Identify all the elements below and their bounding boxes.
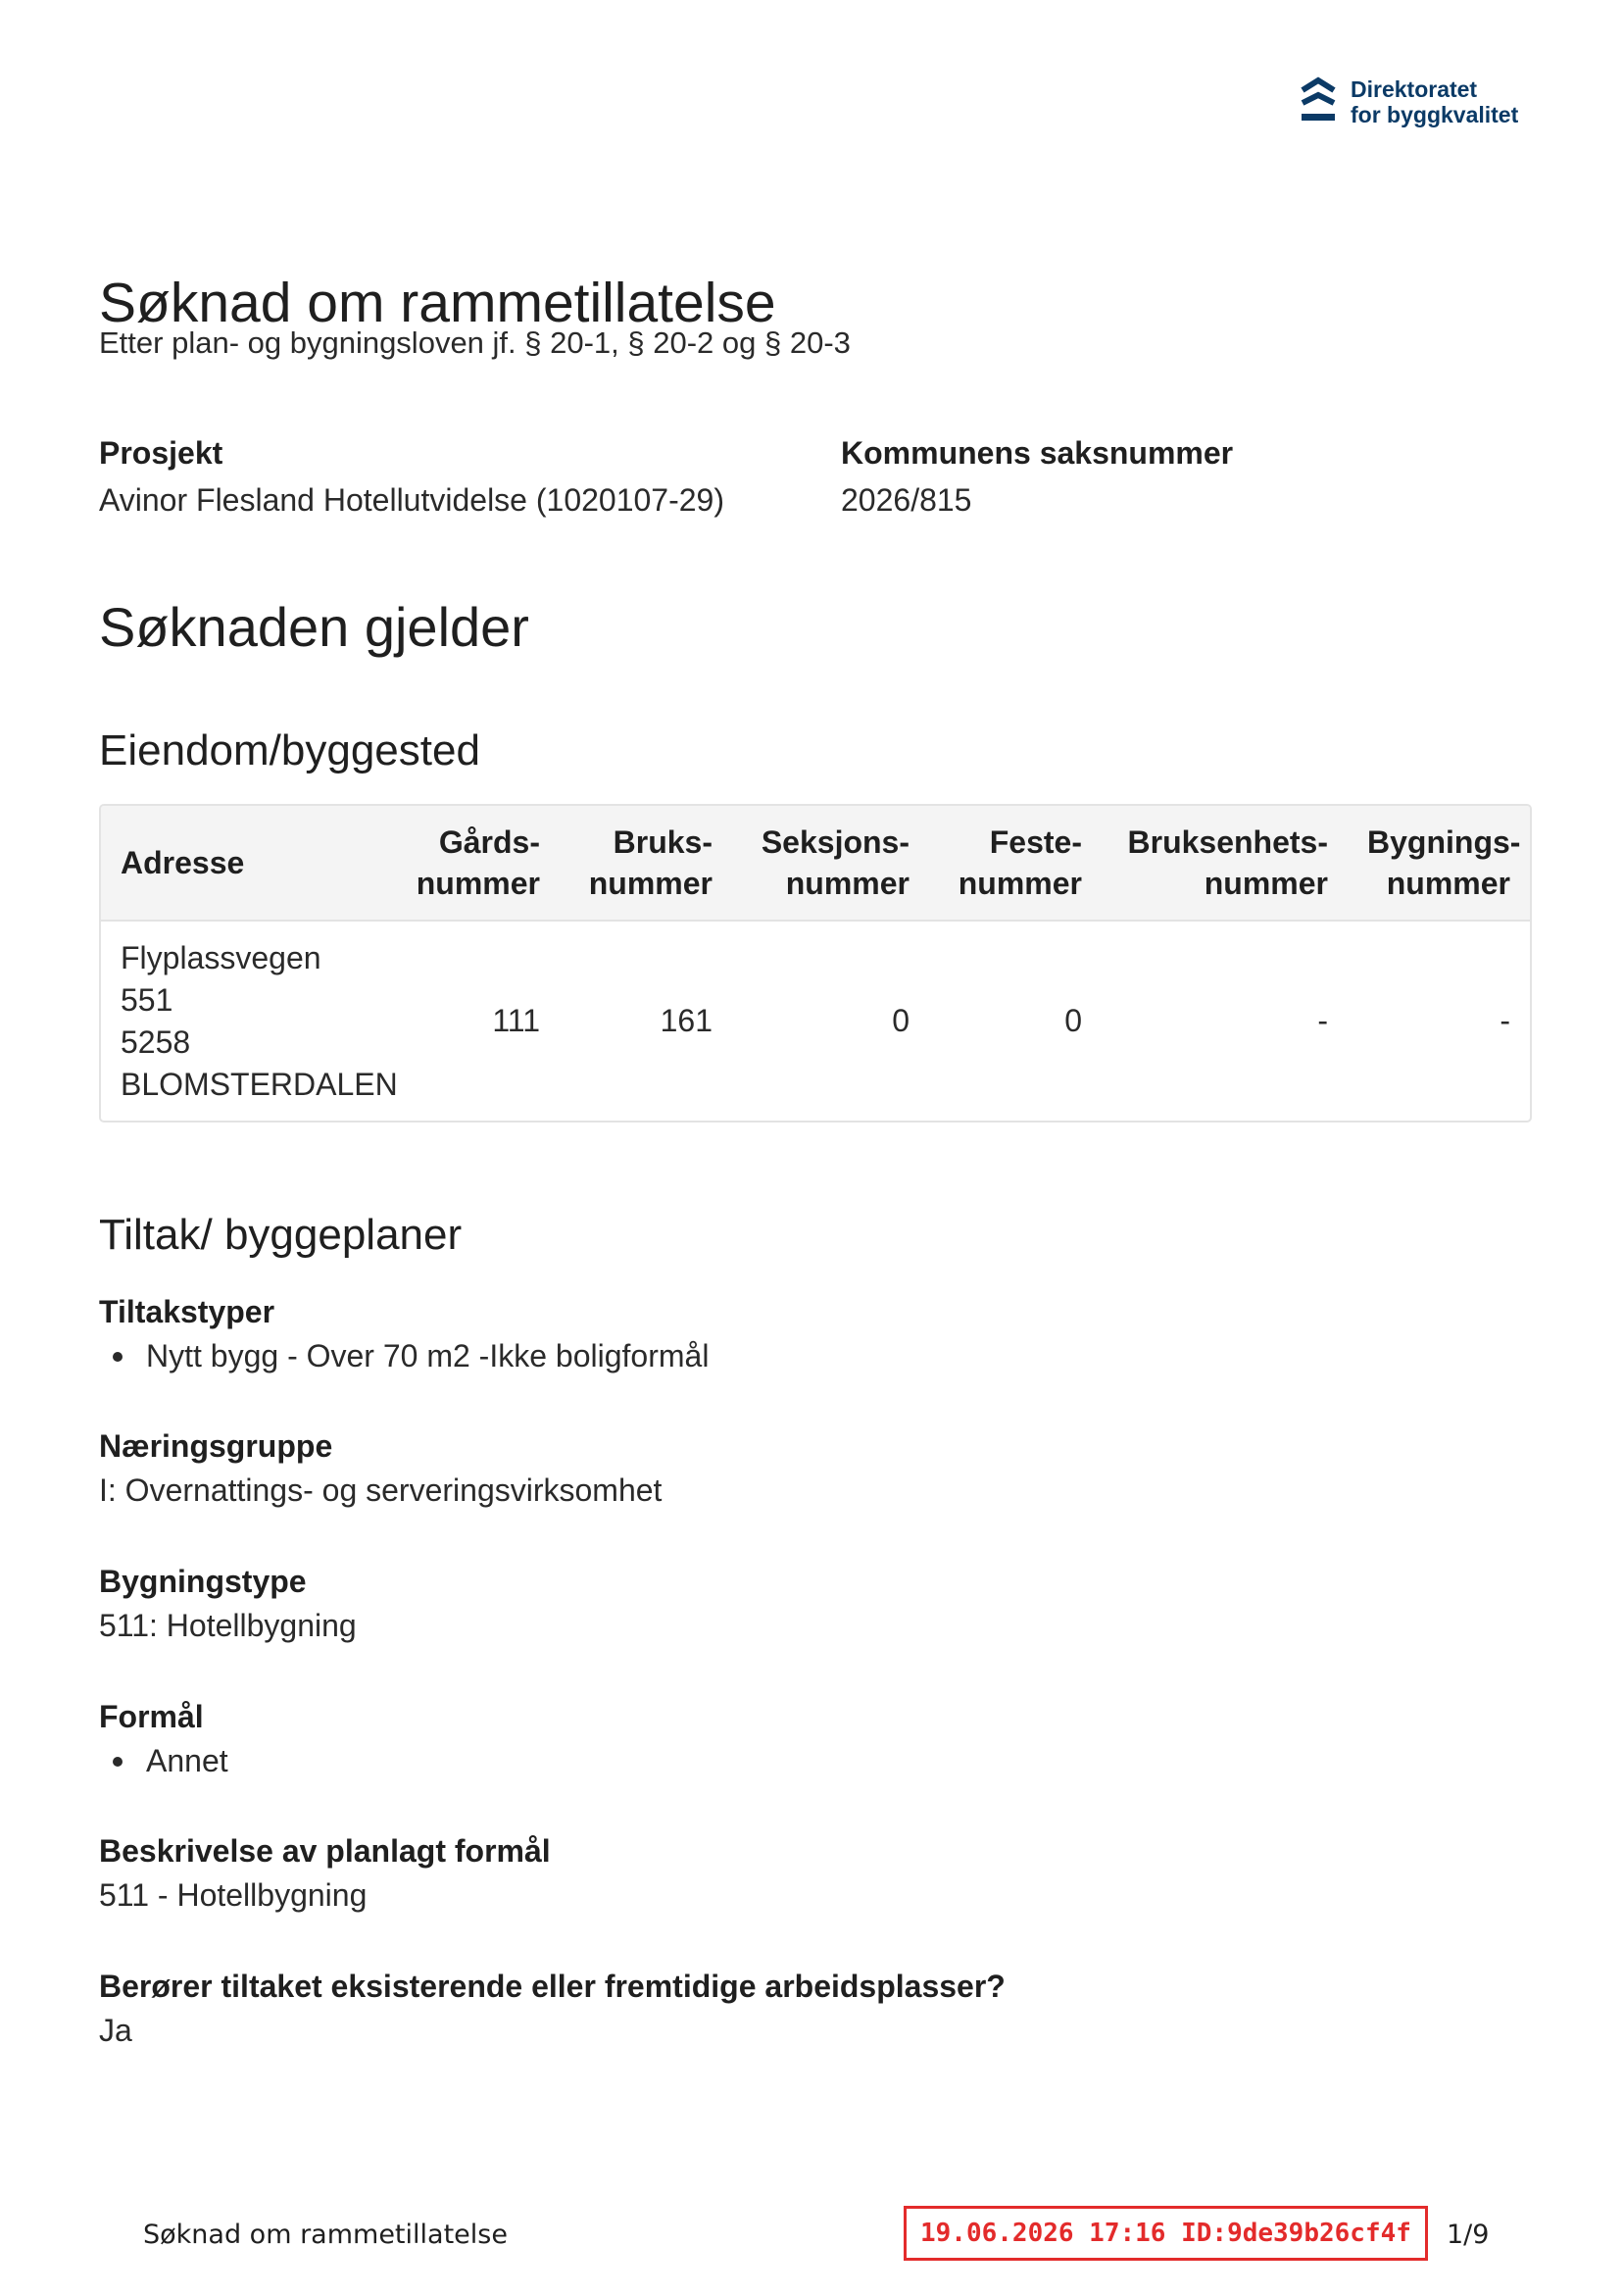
- workplaces-label: Berører tiltaket eksisterende eller fremtidige arbeidsplasser?: [99, 1969, 1006, 2004]
- measure-types-list: [99, 1336, 709, 1375]
- table-header-row: [101, 806, 1530, 921]
- col-bnr-line1: Bruks-: [613, 824, 713, 860]
- logo-line-2: for byggkvalitet: [1351, 102, 1519, 127]
- timestamp-id-stamp: 19.06.2026 17:16 ID:9de39b26cf4f: [904, 2206, 1428, 2261]
- col-bnr: [560, 806, 732, 921]
- case-number-block: [841, 433, 1233, 520]
- cell-fnr: 0: [1064, 1003, 1082, 1038]
- section-title: Søknaden gjelder: [99, 596, 529, 658]
- building-type-value: 511: Hotellbygning: [99, 1608, 357, 1643]
- col-bunr-line1: Bruksenhets-: [1127, 824, 1328, 860]
- industry-value: I: Overnattings- og serveringsvirksomhet: [99, 1472, 663, 1508]
- col-gnr-line1: Gårds-: [438, 824, 540, 860]
- measures-heading: Tiltak/ byggeplaner: [99, 1211, 463, 1259]
- purpose-list: [99, 1741, 228, 1780]
- purpose-description-label: Beskrivelse av planlagt formål: [99, 1833, 551, 1869]
- case-number-value: 2026/815: [841, 482, 972, 518]
- col-snr: [732, 806, 929, 921]
- document-subtitle: Etter plan- og bygningsloven jf. § 20-1, § 20-2 og § 20-3: [99, 325, 851, 360]
- purpose-field: [99, 1697, 228, 1780]
- col-bunr: [1102, 806, 1348, 921]
- address-line-3: 5258: [121, 1023, 191, 1060]
- list-item: Annet: [99, 1741, 228, 1780]
- purpose-description-field: [99, 1831, 551, 1915]
- col-bnr-line2: nummer: [588, 866, 713, 901]
- col-gnr-line2: nummer: [416, 866, 540, 901]
- building-type-field: [99, 1562, 357, 1645]
- col-fnr-line2: nummer: [958, 866, 1082, 901]
- workplaces-field: [99, 1967, 1006, 2050]
- col-snr-line2: nummer: [785, 866, 910, 901]
- cell-bunr: -: [1317, 1003, 1328, 1038]
- col-snr-line1: Seksjons-: [761, 824, 910, 860]
- property-heading: Eiendom/byggested: [99, 726, 480, 774]
- workplaces-value: Ja: [99, 2013, 132, 2048]
- project-value: Avinor Flesland Hotellutvidelse (1020107-29): [99, 482, 724, 518]
- table-row: [101, 921, 1530, 1121]
- list-item: Nytt bygg - Over 70 m2 -Ikke boligformål: [99, 1336, 709, 1375]
- project-label: Prosjekt: [99, 435, 223, 471]
- industry-label: Næringsgruppe: [99, 1428, 333, 1464]
- dibk-logo-icon: [1300, 76, 1337, 125]
- col-gnr: [387, 806, 560, 921]
- logo-line-1: Direktoratet: [1351, 76, 1478, 102]
- cell-snr: 0: [892, 1003, 910, 1038]
- logo: [1300, 76, 1518, 127]
- col-fnr: [929, 806, 1102, 921]
- document-title: Søknad om rammetillatelse: [99, 272, 776, 334]
- col-bunr-line2: nummer: [1204, 866, 1328, 901]
- purpose-label: Formål: [99, 1699, 204, 1734]
- cell-bnr: 161: [660, 1003, 713, 1038]
- address-line-1: Flyplassvegen: [121, 939, 321, 975]
- col-fnr-line1: Feste-: [989, 824, 1082, 860]
- footer-document-title: Søknad om rammetillatelse: [143, 2220, 508, 2250]
- col-bygnr: [1348, 806, 1530, 921]
- measure-types-label: Tiltakstyper: [99, 1294, 275, 1329]
- measure-types-field: [99, 1292, 709, 1375]
- logo-text: [1351, 76, 1518, 127]
- cell-address: [101, 921, 398, 1121]
- address-line-4: BLOMSTERDALEN: [121, 1066, 398, 1102]
- property-table: [99, 804, 1532, 1123]
- col-address: Adresse: [101, 806, 387, 921]
- cell-bygnr: -: [1500, 1003, 1510, 1038]
- page-number: 1/9: [1447, 2220, 1490, 2250]
- purpose-description-value: 511 - Hotellbygning: [99, 1877, 368, 1913]
- col-bygnr-line1: Bygnings-: [1367, 824, 1521, 860]
- project-block: [99, 433, 724, 520]
- col-bygnr-line2: nummer: [1386, 866, 1510, 901]
- cell-gnr: 111: [492, 1003, 540, 1038]
- industry-field: [99, 1426, 662, 1510]
- building-type-label: Bygningstype: [99, 1564, 307, 1599]
- case-number-label: Kommunens saksnummer: [841, 435, 1234, 471]
- address-line-2: 551: [121, 981, 173, 1018]
